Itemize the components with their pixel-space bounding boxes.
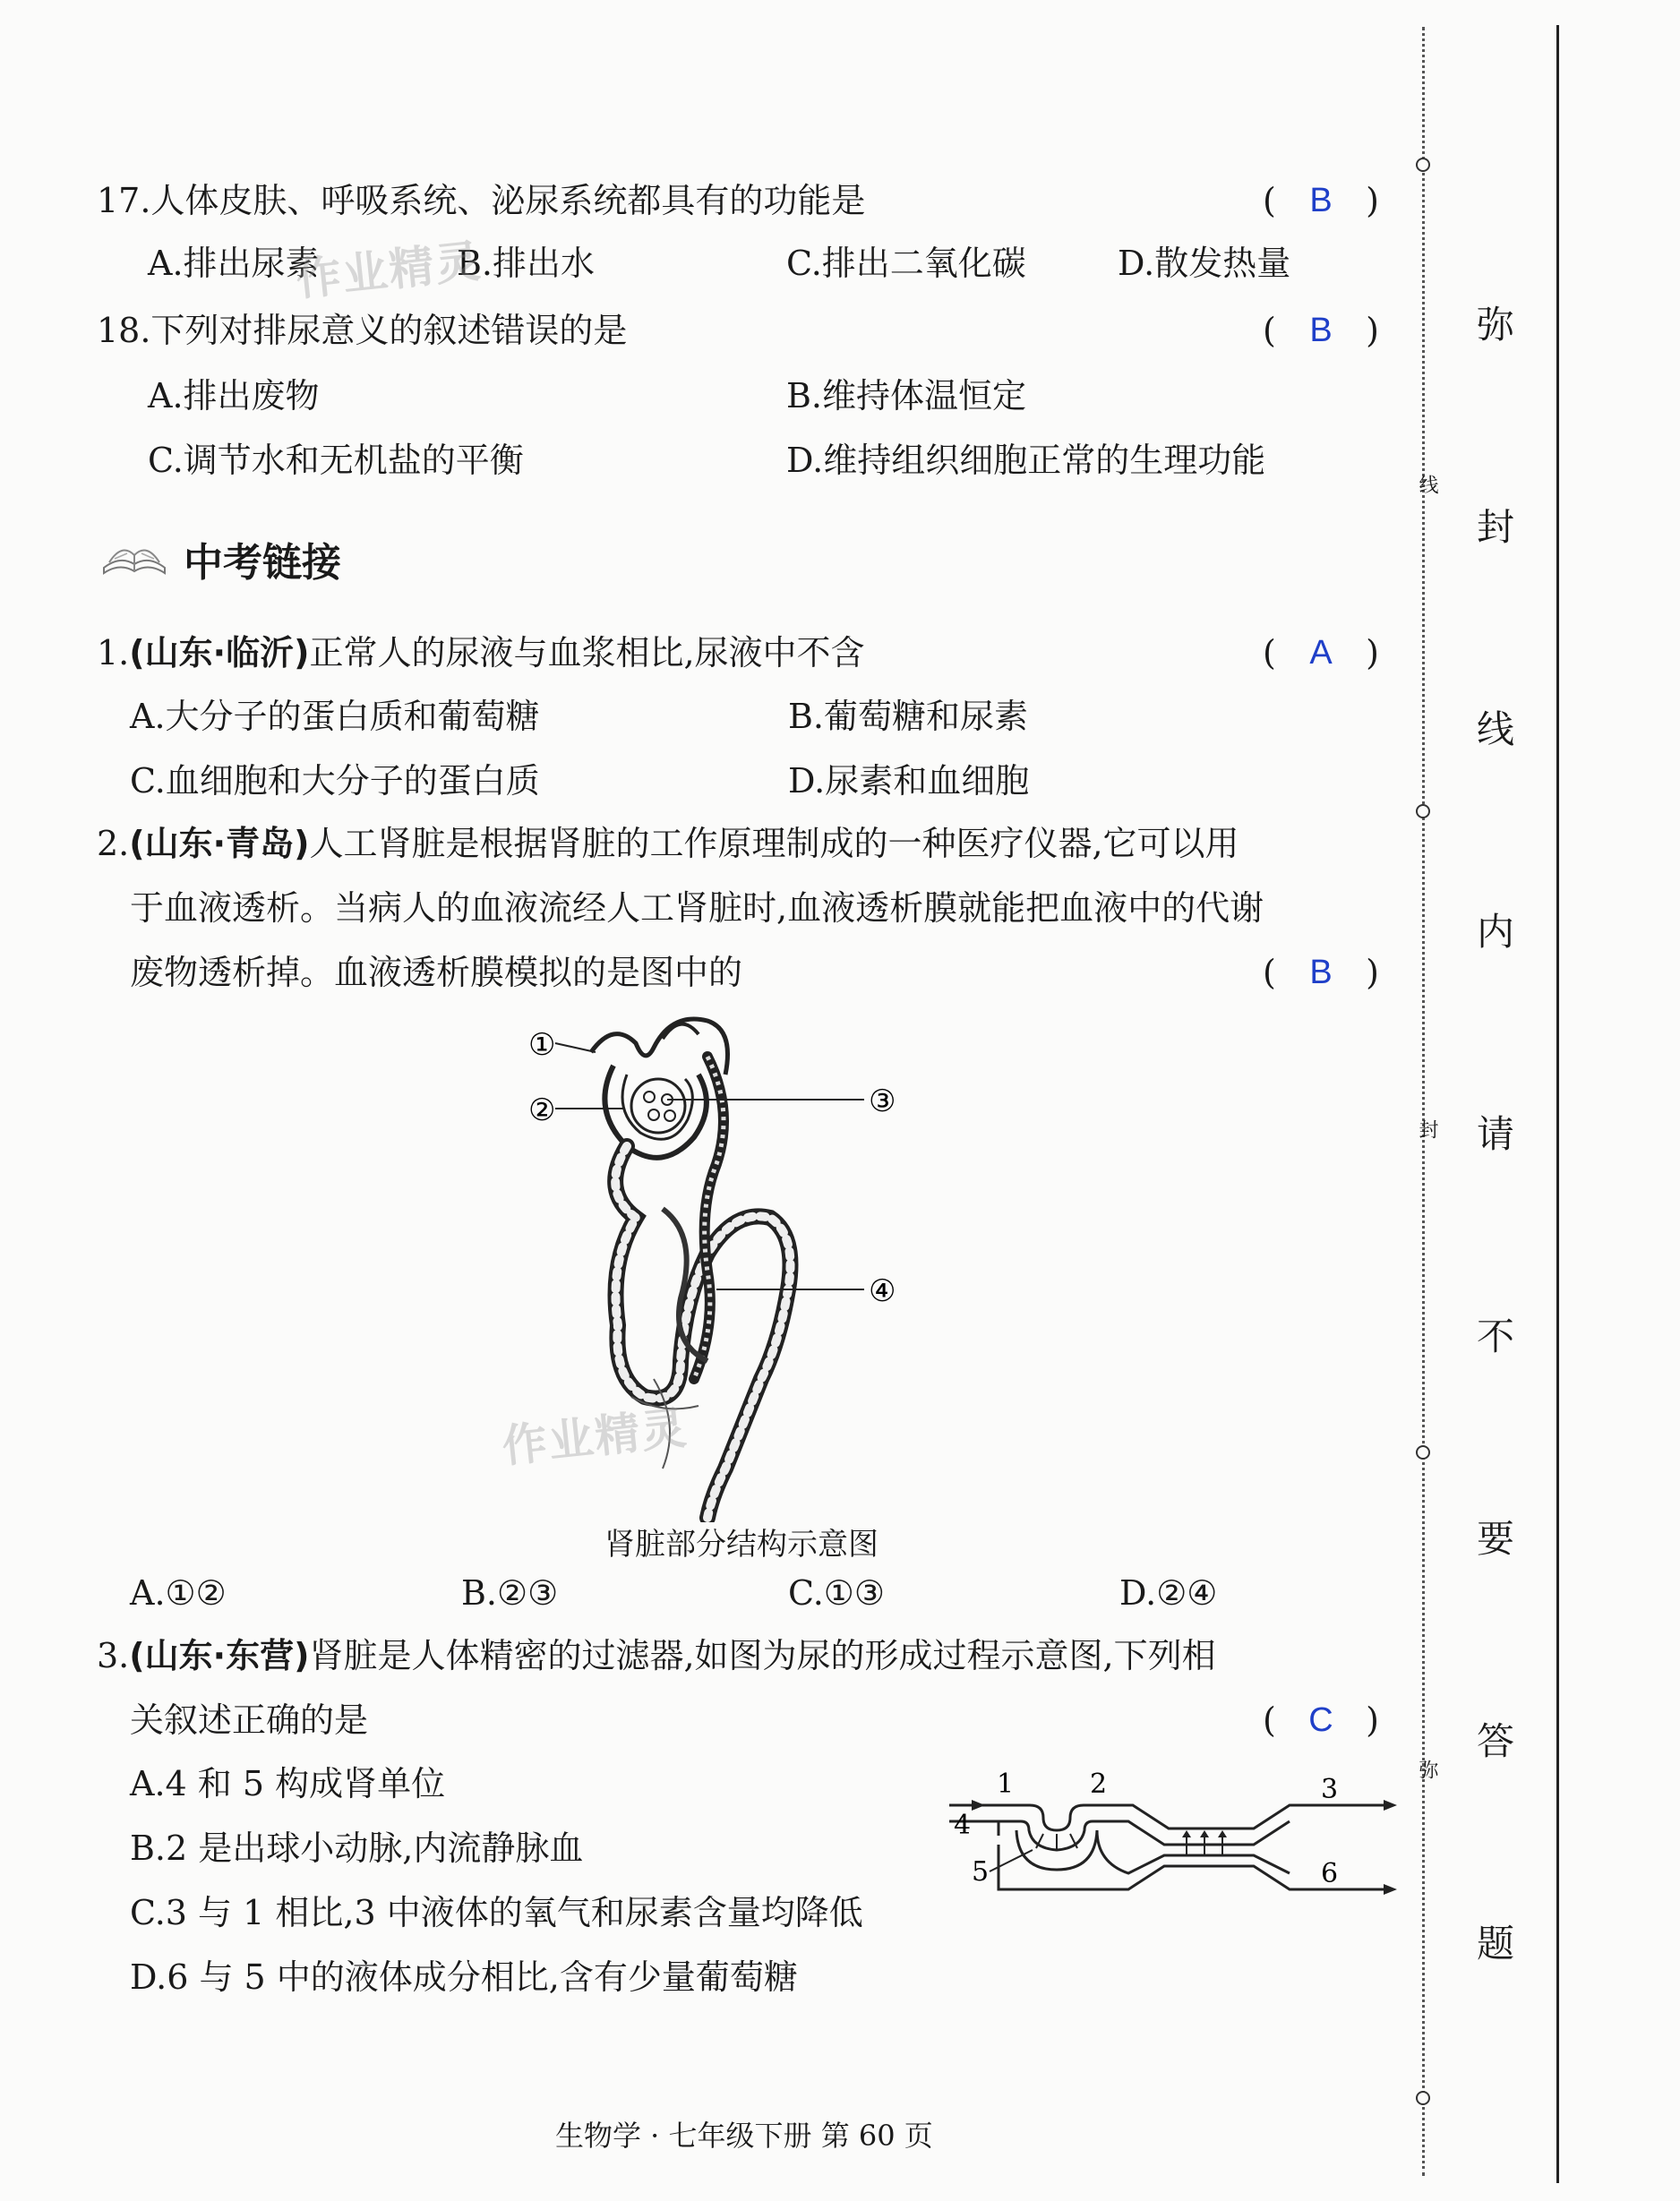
page-edge-rule (1556, 25, 1559, 2183)
paren-close: ) (1366, 1700, 1379, 1740)
fig-label-1: ① (528, 1027, 556, 1063)
q17-answer (1263, 179, 1379, 222)
binding-dotted-line (1422, 27, 1425, 2176)
paren-close: ) (1366, 311, 1379, 350)
paren-open: ( (1263, 181, 1276, 220)
binding-hole (1416, 1445, 1430, 1460)
z1-option-a: A.大分子的蛋白质和葡萄糖 (130, 697, 540, 736)
fig3-label-6: 6 (1321, 1858, 1339, 1889)
q18-stem: 18.下列对排尿意义的叙述错误的是 (97, 311, 628, 350)
z1-option-b: B.葡萄糖和尿素 (788, 697, 1029, 736)
q17-stem: 17.人体皮肤、呼吸系统、泌尿系统都具有的功能是 (97, 181, 866, 220)
z1-source: (山东·临沂) (129, 633, 310, 672)
section-title: 中考链接 (184, 540, 341, 586)
z3-text1: 肾脏是人体精密的过滤器,如图为尿的形成过程示意图,下列相 (309, 1636, 1216, 1675)
z2-caption: 肾脏部分结构示意图 (604, 1527, 879, 1563)
side-warning-char: 要 (1476, 1517, 1514, 1561)
q17-option-a: A.排出尿素 (148, 244, 320, 283)
paren-open: ( (1263, 633, 1276, 672)
book-icon (99, 528, 170, 582)
paren-open: ( (1263, 953, 1276, 992)
side-warning-char: 内 (1476, 910, 1514, 954)
fig3-label-4: 4 (954, 1810, 972, 1841)
paren-close: ) (1366, 633, 1379, 672)
z2-line1 (97, 822, 1239, 865)
z1-answer (1263, 631, 1379, 674)
binding-hole (1416, 158, 1430, 172)
urine-formation-figure (936, 1755, 1401, 1916)
z3-line2: 关叙述正确的是 (130, 1700, 369, 1740)
page-footer: 生物学 · 七年级下册 第 60 页 (555, 2119, 933, 2153)
binding-hole (1416, 2091, 1430, 2105)
answer-letter: B (1309, 954, 1333, 991)
fig3-label-5: 5 (972, 1856, 990, 1888)
side-warning-char: 不 (1476, 1315, 1514, 1358)
side-warning-char: 答 (1476, 1719, 1514, 1763)
q18-answer (1263, 309, 1379, 352)
fig3-label-2: 2 (1090, 1769, 1108, 1800)
q18-option-c: C.调节水和无机盐的平衡 (148, 441, 524, 480)
z3-line1 (97, 1634, 1216, 1677)
answer-letter: C (1308, 1701, 1333, 1739)
side-warning-char: 线 (1476, 707, 1514, 751)
z3-option-d: D.6 与 5 中的液体成分相比,含有少量葡萄糖 (130, 1957, 798, 1997)
z1-number: 1. (97, 633, 130, 672)
answer-letter: B (1309, 312, 1333, 349)
fig-label-4: ④ (869, 1273, 896, 1309)
side-warning-char: 弥 (1476, 303, 1514, 347)
binding-label-line: 线 (1416, 475, 1438, 494)
binding-label-seal: 封 (1416, 1119, 1438, 1139)
answer-letter: A (1309, 634, 1333, 672)
z2-option-c: C.①③ (788, 1573, 885, 1613)
z3-number: 3. (97, 1636, 130, 1675)
z3-option-c: C.3 与 1 相比,3 中液体的氧气和尿素含量均降低 (130, 1893, 863, 1932)
z3-option-b: B.2 是出球小动脉,内流静脉血 (130, 1828, 584, 1868)
q17-option-d: D.散发热量 (1118, 244, 1291, 283)
z1-text: 正常人的尿液与血浆相比,尿液中不含 (309, 633, 865, 672)
z3-option-a: A.4 和 5 构成肾单位 (130, 1764, 446, 1803)
z3-source: (山东·东营) (129, 1636, 310, 1675)
z2-option-b: B.②③ (461, 1573, 559, 1613)
z2-number: 2. (97, 824, 130, 863)
fig3-label-3: 3 (1321, 1774, 1339, 1805)
z2-line3: 废物透析掉。血液透析膜模拟的是图中的 (130, 953, 743, 992)
paren-close: ) (1366, 953, 1379, 992)
z1-option-d: D.尿素和血细胞 (788, 761, 1030, 801)
z2-text1: 人工肾脏是根据肾脏的工作原理制成的一种医疗仪器,它可以用 (309, 824, 1239, 863)
z1-option-c: C.血细胞和大分子的蛋白质 (130, 761, 540, 801)
q17-option-b: B.排出水 (457, 244, 596, 283)
z2-source: (山东·青岛) (129, 824, 310, 863)
q18-option-b: B.维持体温恒定 (786, 376, 1027, 415)
answer-letter: B (1309, 182, 1333, 219)
z2-option-d: D.②④ (1119, 1573, 1218, 1613)
side-warning-char: 封 (1476, 505, 1514, 549)
q17-option-c: C.排出二氧化碳 (786, 244, 1026, 283)
fig3-label-1: 1 (997, 1769, 1015, 1800)
q18-option-a: A.排出废物 (148, 376, 320, 415)
paren-open: ( (1263, 1700, 1276, 1740)
fig-label-3: ③ (869, 1083, 896, 1119)
q18-option-d: D.维持组织细胞正常的生理功能 (786, 441, 1266, 480)
z1-stem (97, 631, 865, 674)
fig-label-2: ② (528, 1092, 556, 1128)
z2-option-a: A.①② (130, 1573, 227, 1613)
watermark: 作业精灵 (293, 235, 484, 306)
side-warning-char: 请 (1476, 1112, 1514, 1156)
paren-close: ) (1366, 181, 1379, 220)
side-warning-char: 题 (1476, 1922, 1514, 1965)
z2-line2: 于血液透析。当病人的血液流经人工肾脏时,血液透析膜就能把血液中的代谢 (130, 888, 1264, 928)
paren-open: ( (1263, 311, 1276, 350)
binding-hole (1416, 804, 1430, 818)
binding-label-mi: 弥 (1416, 1760, 1438, 1779)
watermark: 作业精灵 (499, 1401, 690, 1473)
z2-answer (1263, 951, 1379, 994)
z3-answer (1263, 1699, 1379, 1742)
